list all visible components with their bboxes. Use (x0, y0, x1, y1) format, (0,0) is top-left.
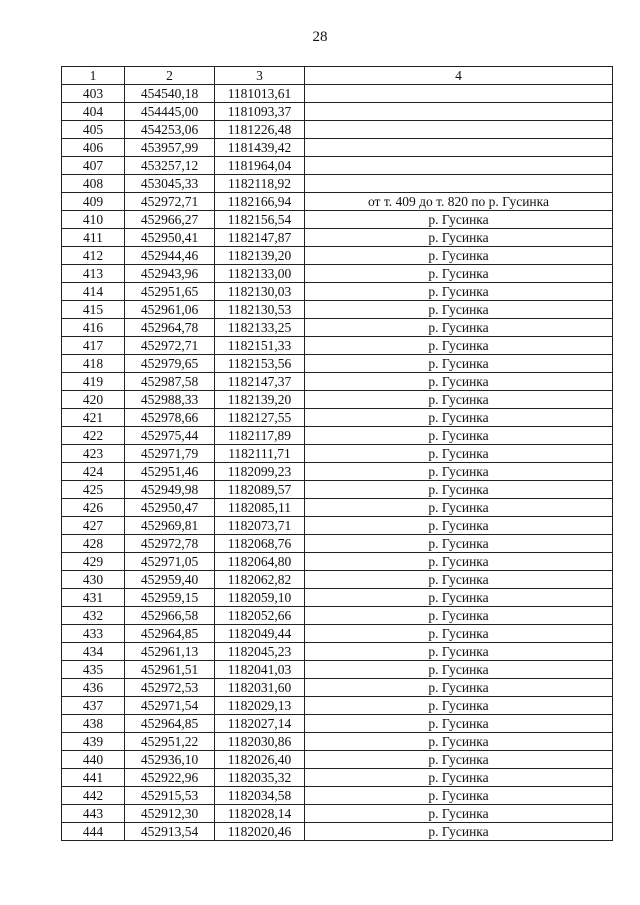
table-row (62, 211, 613, 229)
coordinates-table (61, 66, 613, 841)
description-cell: р. Гусинка (305, 409, 613, 427)
point-number-cell: 430 (62, 571, 125, 589)
point-number-cell: 421 (62, 409, 125, 427)
table-row (62, 499, 613, 517)
table-row (62, 733, 613, 751)
point-number-cell: 423 (62, 445, 125, 463)
x-coordinate-cell: 452951,22 (125, 733, 215, 751)
x-coordinate-cell: 452959,40 (125, 571, 215, 589)
x-coordinate-cell: 452964,85 (125, 715, 215, 733)
column-header-3: 3 (215, 67, 305, 85)
table-row (62, 373, 613, 391)
x-coordinate-cell: 452964,78 (125, 319, 215, 337)
x-coordinate-cell: 452971,05 (125, 553, 215, 571)
description-cell: р. Гусинка (305, 787, 613, 805)
point-number-cell: 444 (62, 823, 125, 841)
table-row (62, 589, 613, 607)
x-coordinate-cell: 454445,00 (125, 103, 215, 121)
x-coordinate-cell: 452936,10 (125, 751, 215, 769)
y-coordinate-cell: 1182026,40 (215, 751, 305, 769)
description-cell: р. Гусинка (305, 301, 613, 319)
x-coordinate-cell: 453257,12 (125, 157, 215, 175)
point-number-cell: 406 (62, 139, 125, 157)
description-cell: р. Гусинка (305, 679, 613, 697)
y-coordinate-cell: 1182133,00 (215, 265, 305, 283)
point-number-cell: 404 (62, 103, 125, 121)
table-row (62, 121, 613, 139)
page-number: 28 (312, 29, 328, 45)
point-number-cell: 436 (62, 679, 125, 697)
point-number-cell: 407 (62, 157, 125, 175)
point-number-cell: 412 (62, 247, 125, 265)
x-coordinate-cell: 453045,33 (125, 175, 215, 193)
description-cell: р. Гусинка (305, 463, 613, 481)
point-number-cell: 408 (62, 175, 125, 193)
point-number-cell: 416 (62, 319, 125, 337)
x-coordinate-cell: 452944,46 (125, 247, 215, 265)
description-cell: р. Гусинка (305, 211, 613, 229)
y-coordinate-cell: 1182027,14 (215, 715, 305, 733)
description-cell: р. Гусинка (305, 571, 613, 589)
x-coordinate-cell: 452966,27 (125, 211, 215, 229)
description-cell: р. Гусинка (305, 589, 613, 607)
description-cell (305, 175, 613, 193)
y-coordinate-cell: 1182139,20 (215, 391, 305, 409)
point-number-cell: 438 (62, 715, 125, 733)
point-number-cell: 419 (62, 373, 125, 391)
description-cell: р. Гусинка (305, 535, 613, 553)
description-cell: р. Гусинка (305, 643, 613, 661)
table-row (62, 697, 613, 715)
description-cell: р. Гусинка (305, 481, 613, 499)
column-header-2: 2 (125, 67, 215, 85)
x-coordinate-cell: 452943,96 (125, 265, 215, 283)
x-coordinate-cell: 452964,85 (125, 625, 215, 643)
point-number-cell: 415 (62, 301, 125, 319)
description-cell: р. Гусинка (305, 805, 613, 823)
description-cell: р. Гусинка (305, 499, 613, 517)
y-coordinate-cell: 1182117,89 (215, 427, 305, 445)
x-coordinate-cell: 454253,06 (125, 121, 215, 139)
point-number-cell: 405 (62, 121, 125, 139)
table-row (62, 319, 613, 337)
x-coordinate-cell: 452961,51 (125, 661, 215, 679)
table-row (62, 535, 613, 553)
table-row (62, 643, 613, 661)
description-cell (305, 139, 613, 157)
point-number-cell: 411 (62, 229, 125, 247)
point-number-cell: 422 (62, 427, 125, 445)
x-coordinate-cell: 452913,54 (125, 823, 215, 841)
point-number-cell: 434 (62, 643, 125, 661)
y-coordinate-cell: 1182049,44 (215, 625, 305, 643)
description-cell: р. Гусинка (305, 823, 613, 841)
table-row (62, 85, 613, 103)
x-coordinate-cell: 452966,58 (125, 607, 215, 625)
table-row (62, 517, 613, 535)
description-cell: р. Гусинка (305, 625, 613, 643)
point-number-cell: 426 (62, 499, 125, 517)
point-number-cell: 403 (62, 85, 125, 103)
x-coordinate-cell: 452961,13 (125, 643, 215, 661)
y-coordinate-cell: 1182059,10 (215, 589, 305, 607)
x-coordinate-cell: 452972,71 (125, 193, 215, 211)
description-cell (305, 103, 613, 121)
table-header-row (62, 67, 613, 85)
point-number-cell: 439 (62, 733, 125, 751)
description-cell: р. Гусинка (305, 391, 613, 409)
x-coordinate-cell: 452950,41 (125, 229, 215, 247)
point-number-cell: 427 (62, 517, 125, 535)
table-row (62, 139, 613, 157)
table-row (62, 247, 613, 265)
table-row (62, 103, 613, 121)
y-coordinate-cell: 1182085,11 (215, 499, 305, 517)
x-coordinate-cell: 452971,54 (125, 697, 215, 715)
description-cell: р. Гусинка (305, 733, 613, 751)
y-coordinate-cell: 1182118,92 (215, 175, 305, 193)
point-number-cell: 442 (62, 787, 125, 805)
table-row (62, 409, 613, 427)
table-row (62, 337, 613, 355)
x-coordinate-cell: 452987,58 (125, 373, 215, 391)
table-row (62, 823, 613, 841)
description-cell: р. Гусинка (305, 553, 613, 571)
description-cell: р. Гусинка (305, 265, 613, 283)
table-row (62, 229, 613, 247)
table-row (62, 463, 613, 481)
x-coordinate-cell: 452922,96 (125, 769, 215, 787)
x-coordinate-cell: 452979,65 (125, 355, 215, 373)
description-cell (305, 157, 613, 175)
table-row (62, 607, 613, 625)
table-row (62, 265, 613, 283)
y-coordinate-cell: 1182029,13 (215, 697, 305, 715)
y-coordinate-cell: 1182139,20 (215, 247, 305, 265)
table-row (62, 553, 613, 571)
x-coordinate-cell: 453957,99 (125, 139, 215, 157)
description-cell: р. Гусинка (305, 373, 613, 391)
table-row (62, 787, 613, 805)
y-coordinate-cell: 1181964,04 (215, 157, 305, 175)
y-coordinate-cell: 1182068,76 (215, 535, 305, 553)
x-coordinate-cell: 452988,33 (125, 391, 215, 409)
y-coordinate-cell: 1181439,42 (215, 139, 305, 157)
point-number-cell: 424 (62, 463, 125, 481)
x-coordinate-cell: 452949,98 (125, 481, 215, 499)
column-header-1: 1 (62, 67, 125, 85)
y-coordinate-cell: 1182130,03 (215, 283, 305, 301)
description-cell: р. Гусинка (305, 607, 613, 625)
y-coordinate-cell: 1182035,32 (215, 769, 305, 787)
description-cell: р. Гусинка (305, 319, 613, 337)
x-coordinate-cell: 452972,71 (125, 337, 215, 355)
table-row (62, 805, 613, 823)
x-coordinate-cell: 452978,66 (125, 409, 215, 427)
x-coordinate-cell: 452961,06 (125, 301, 215, 319)
y-coordinate-cell: 1182130,53 (215, 301, 305, 319)
table-row (62, 481, 613, 499)
point-number-cell: 429 (62, 553, 125, 571)
table-row (62, 193, 613, 211)
y-coordinate-cell: 1182031,60 (215, 679, 305, 697)
description-cell: р. Гусинка (305, 229, 613, 247)
table-row (62, 571, 613, 589)
point-number-cell: 410 (62, 211, 125, 229)
point-number-cell: 413 (62, 265, 125, 283)
y-coordinate-cell: 1181226,48 (215, 121, 305, 139)
column-header-4: 4 (305, 67, 613, 85)
x-coordinate-cell: 452915,53 (125, 787, 215, 805)
y-coordinate-cell: 1182041,03 (215, 661, 305, 679)
point-number-cell: 417 (62, 337, 125, 355)
description-cell: р. Гусинка (305, 283, 613, 301)
description-cell: р. Гусинка (305, 715, 613, 733)
y-coordinate-cell: 1182052,66 (215, 607, 305, 625)
x-coordinate-cell: 452972,53 (125, 679, 215, 697)
x-coordinate-cell: 452912,30 (125, 805, 215, 823)
y-coordinate-cell: 1182030,86 (215, 733, 305, 751)
y-coordinate-cell: 1182127,55 (215, 409, 305, 427)
description-cell: р. Гусинка (305, 517, 613, 535)
table-row (62, 175, 613, 193)
point-number-cell: 433 (62, 625, 125, 643)
description-cell: р. Гусинка (305, 769, 613, 787)
description-cell: р. Гусинка (305, 427, 613, 445)
y-coordinate-cell: 1182147,37 (215, 373, 305, 391)
point-number-cell: 441 (62, 769, 125, 787)
point-number-cell: 431 (62, 589, 125, 607)
point-number-cell: 418 (62, 355, 125, 373)
description-cell: р. Гусинка (305, 445, 613, 463)
table-row (62, 283, 613, 301)
table-row (62, 661, 613, 679)
table-row (62, 679, 613, 697)
point-number-cell: 428 (62, 535, 125, 553)
point-number-cell: 440 (62, 751, 125, 769)
table-row (62, 715, 613, 733)
table-row (62, 301, 613, 319)
description-cell: р. Гусинка (305, 661, 613, 679)
y-coordinate-cell: 1182020,46 (215, 823, 305, 841)
table-row (62, 391, 613, 409)
y-coordinate-cell: 1182062,82 (215, 571, 305, 589)
y-coordinate-cell: 1182073,71 (215, 517, 305, 535)
point-number-cell: 414 (62, 283, 125, 301)
y-coordinate-cell: 1181093,37 (215, 103, 305, 121)
x-coordinate-cell: 452969,81 (125, 517, 215, 535)
x-coordinate-cell: 452951,46 (125, 463, 215, 481)
x-coordinate-cell: 452975,44 (125, 427, 215, 445)
x-coordinate-cell: 452951,65 (125, 283, 215, 301)
y-coordinate-cell: 1182099,23 (215, 463, 305, 481)
table-row (62, 445, 613, 463)
description-cell: от т. 409 до т. 820 по р. Гусинка (305, 193, 613, 211)
x-coordinate-cell: 452971,79 (125, 445, 215, 463)
y-coordinate-cell: 1182153,56 (215, 355, 305, 373)
point-number-cell: 420 (62, 391, 125, 409)
description-cell (305, 85, 613, 103)
x-coordinate-cell: 452950,47 (125, 499, 215, 517)
x-coordinate-cell: 454540,18 (125, 85, 215, 103)
y-coordinate-cell: 1182156,54 (215, 211, 305, 229)
table-row (62, 769, 613, 787)
x-coordinate-cell: 452959,15 (125, 589, 215, 607)
table-body (62, 85, 613, 841)
y-coordinate-cell: 1182151,33 (215, 337, 305, 355)
y-coordinate-cell: 1182034,58 (215, 787, 305, 805)
y-coordinate-cell: 1182045,23 (215, 643, 305, 661)
point-number-cell: 425 (62, 481, 125, 499)
y-coordinate-cell: 1182064,80 (215, 553, 305, 571)
y-coordinate-cell: 1182111,71 (215, 445, 305, 463)
y-coordinate-cell: 1182028,14 (215, 805, 305, 823)
point-number-cell: 435 (62, 661, 125, 679)
description-cell (305, 121, 613, 139)
description-cell: р. Гусинка (305, 337, 613, 355)
description-cell: р. Гусинка (305, 751, 613, 769)
table-row (62, 355, 613, 373)
point-number-cell: 437 (62, 697, 125, 715)
point-number-cell: 409 (62, 193, 125, 211)
y-coordinate-cell: 1182089,57 (215, 481, 305, 499)
point-number-cell: 443 (62, 805, 125, 823)
point-number-cell: 432 (62, 607, 125, 625)
description-cell: р. Гусинка (305, 247, 613, 265)
y-coordinate-cell: 1182166,94 (215, 193, 305, 211)
table-row (62, 427, 613, 445)
table-row (62, 625, 613, 643)
x-coordinate-cell: 452972,78 (125, 535, 215, 553)
y-coordinate-cell: 1181013,61 (215, 85, 305, 103)
table-row (62, 751, 613, 769)
table-row (62, 157, 613, 175)
y-coordinate-cell: 1182133,25 (215, 319, 305, 337)
y-coordinate-cell: 1182147,87 (215, 229, 305, 247)
description-cell: р. Гусинка (305, 355, 613, 373)
description-cell: р. Гусинка (305, 697, 613, 715)
